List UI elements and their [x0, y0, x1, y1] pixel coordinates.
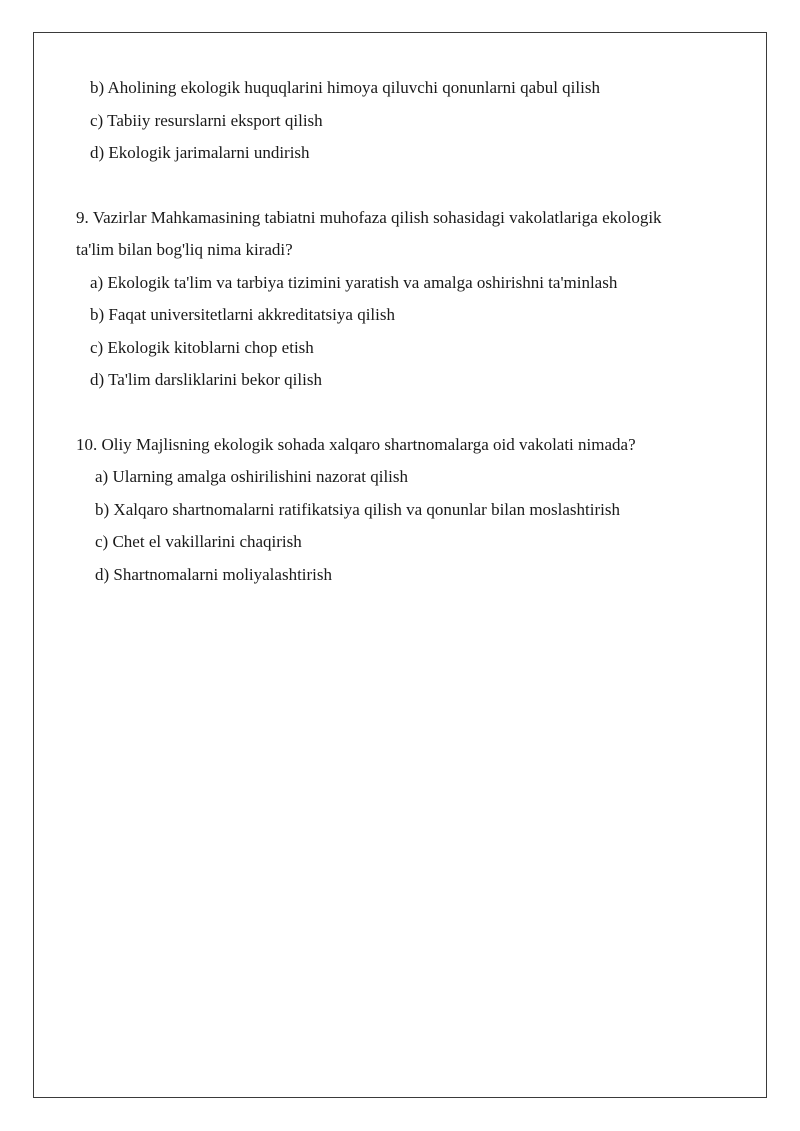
question-9 [76, 202, 736, 397]
answer-option-b: b) Faqat universitetlarni akkreditatsiya qilish [90, 305, 395, 324]
answer-option-d: d) Ta'lim darsliklarini bekor qilish [90, 370, 322, 389]
answer-option-b: b) Aholining ekologik huquqlarini himoya qiluvchi qonunlarni qabul qilish [90, 78, 600, 97]
question-text-line: ta'lim bilan bog'liq nima kiradi? [76, 240, 293, 259]
question-8-continuation [76, 72, 736, 170]
document-body [76, 72, 736, 591]
answer-option-c: c) Chet el vakillarini chaqirish [95, 532, 302, 551]
spacer [76, 397, 736, 429]
answer-option-b: b) Xalqaro shartnomalarni ratifikatsiya qilish va qonunlar bilan moslashtirish [95, 499, 620, 519]
question-text: 10. Oliy Majlisning ekologik sohada xalqaro shartnomalarga oid vakolati nimada? [76, 434, 636, 454]
answer-option-c: c) Tabiiy resurslarni eksport qilish [90, 110, 323, 130]
answer-option-d: d) Ekologik jarimalarni undirish [90, 143, 310, 162]
answer-option-a: a) Ekologik ta'lim va tarbiya tizimini yaratish va amalga oshirishni ta'minlash [90, 272, 618, 292]
question-10 [76, 429, 736, 592]
answer-option-a: a) Ularning amalga oshirilishini nazorat qilish [95, 467, 409, 486]
spacer [76, 170, 736, 202]
answer-option-d: d) Shartnomalarni moliyalashtirish [95, 564, 333, 584]
answer-option-c: c) Ekologik kitoblarni chop etish [90, 337, 314, 357]
question-text-line: 9. Vazirlar Mahkamasining tabiatni muhofaza qilish sohasidagi vakolatlariga ekologik [76, 207, 662, 227]
